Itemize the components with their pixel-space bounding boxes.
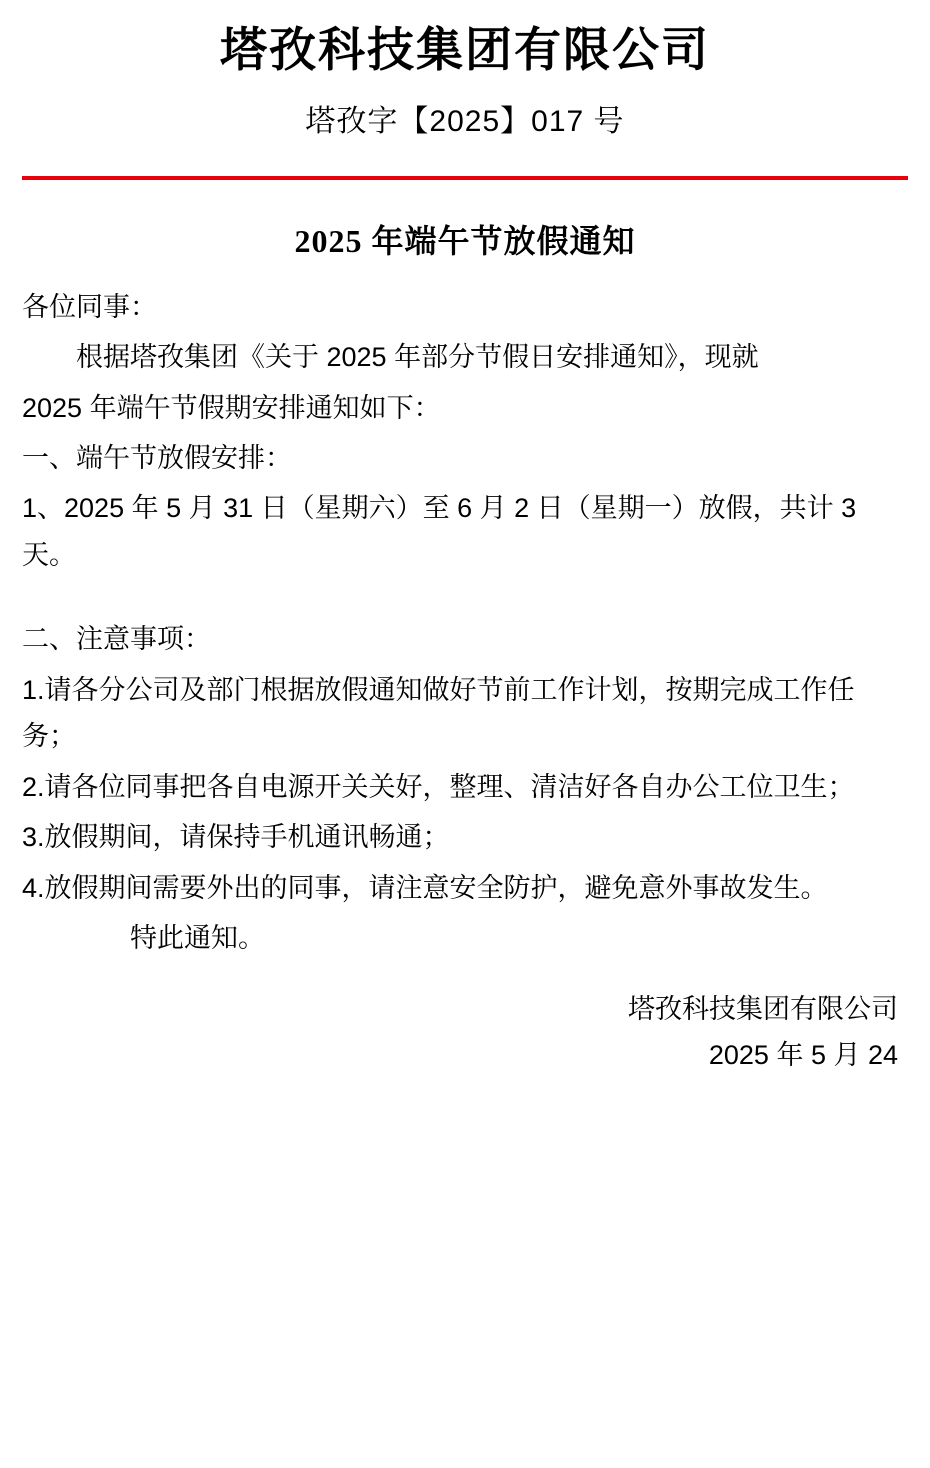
document-body xyxy=(22,284,908,962)
section-2-item-4: 4.放假期间需要外出的同事，请注意安全防护，避免意外事故发生。 xyxy=(22,872,828,903)
section-spacer xyxy=(22,582,908,616)
section-1-item-1: 1、2025 年 5 月 31 日（星期六）至 6 月 2 日（星期一）放假，共计 3 天。 xyxy=(22,493,857,570)
section-2-item-1: 1.请各分公司及部门根据放假通知做好节前工作计划，按期完成工作任务； xyxy=(22,674,855,752)
red-divider-rule xyxy=(22,176,908,180)
document-number: 塔孜字【2025】017 号 xyxy=(305,104,625,138)
document-page xyxy=(0,26,930,1468)
section-1-heading: 一、端午节放假安排： xyxy=(22,443,292,473)
salutation: 各位同事： xyxy=(22,291,157,322)
section-2-item-2: 2.请各位同事把各自电源开关关好，整理、清洁好各自办公工位卫生； xyxy=(22,771,855,802)
closing-statement: 特此通知。 xyxy=(130,922,265,953)
document-title: 2025 年端午节放假通知 xyxy=(294,222,636,259)
section-2-heading: 二、注意事项： xyxy=(22,624,211,655)
signature-company: 塔孜科技集团有限公司 xyxy=(628,994,898,1025)
intro-paragraph-line-2: 2025 年端午节假期安排通知如下： xyxy=(22,392,441,423)
signature-block xyxy=(22,987,908,1079)
signature-date: 2025 年 5 月 24 xyxy=(708,1040,898,1071)
intro-paragraph-line-1: 根据塔孜集团《关于 2025 年部分节假日安排通知》，现就 xyxy=(76,342,759,373)
organization-title: 塔孜科技集团有限公司 xyxy=(220,25,710,77)
section-2-item-3: 3.放假期间，请保持手机通讯畅通； xyxy=(22,822,450,853)
